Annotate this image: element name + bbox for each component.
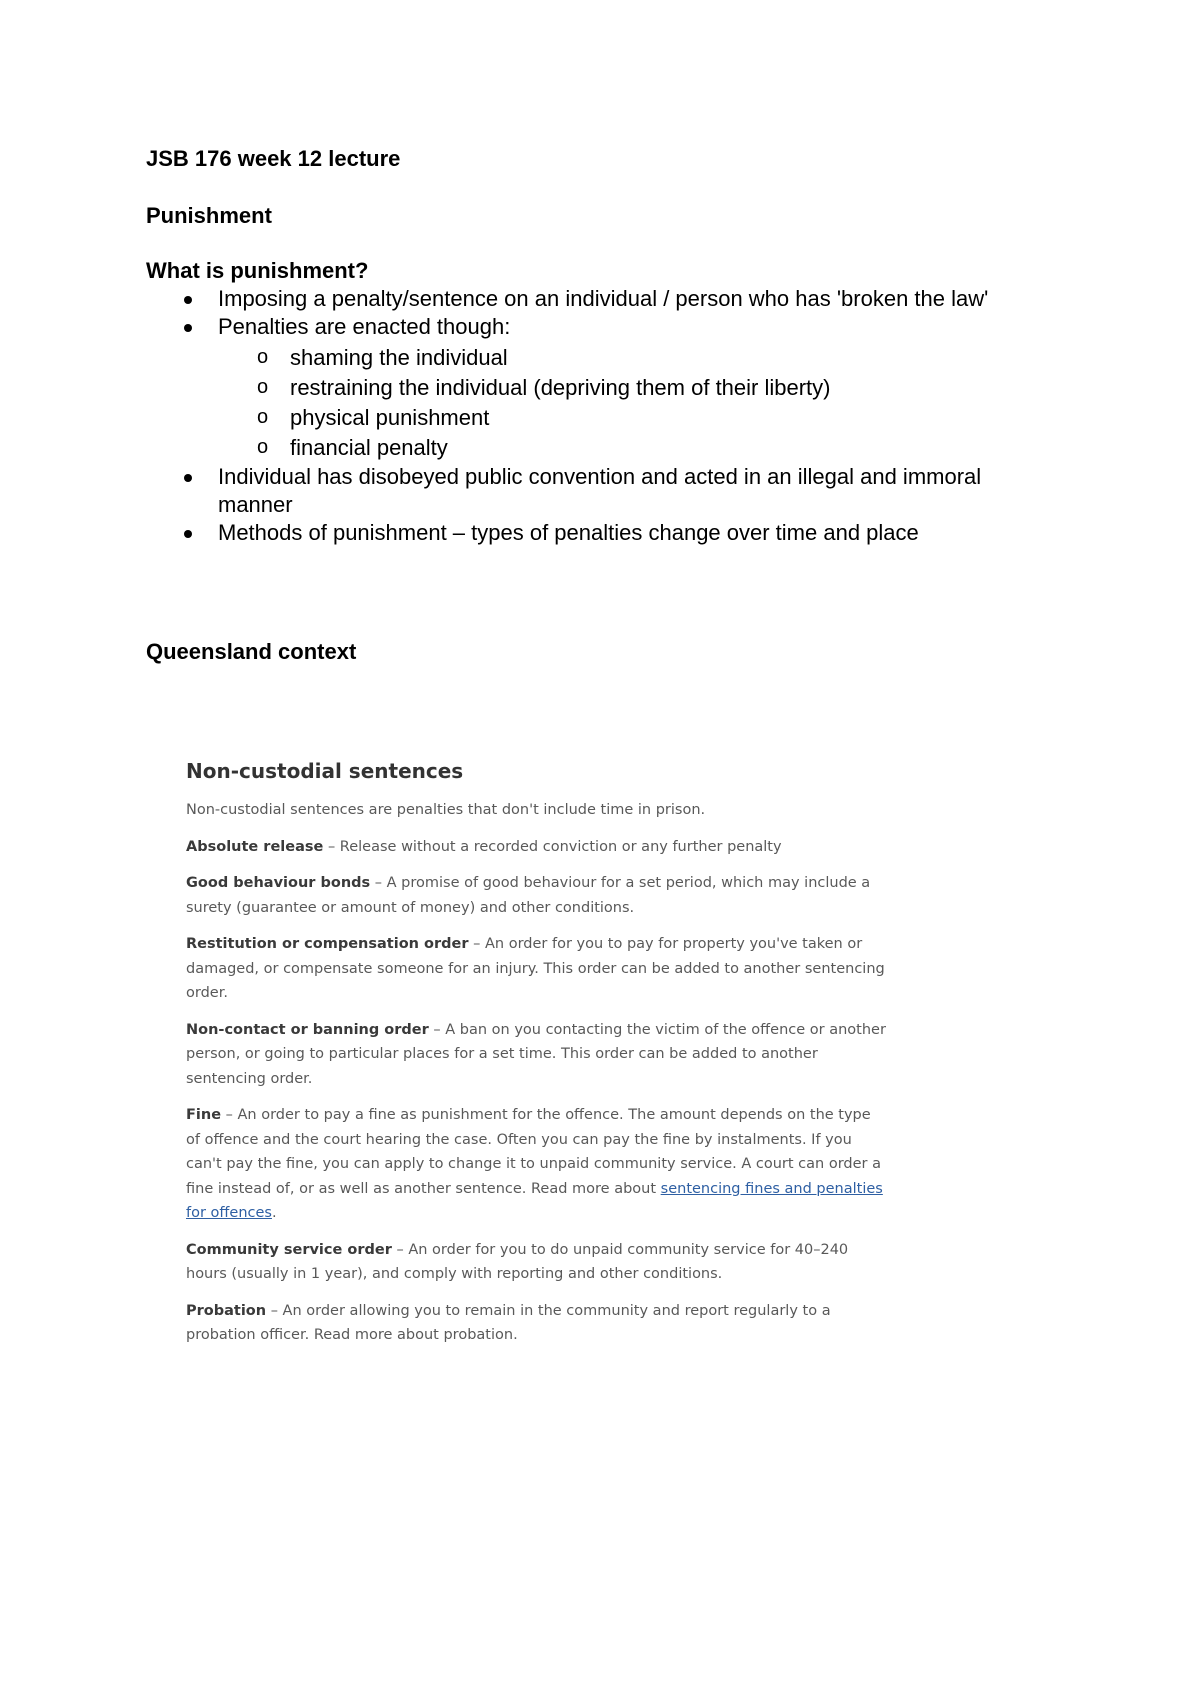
bullet-item <box>146 463 1046 519</box>
sentence-term: Fine <box>186 1107 222 1123</box>
bullet-text: Imposing a penalty/sentence on an individual / person who has 'broken the law' <box>218 286 989 311</box>
heading-what-is-punishment: What is punishment? <box>146 258 369 283</box>
heading-queensland-context: Queensland context <box>146 639 357 664</box>
sentencing-fines-link[interactable]: sentencing fines and penalties for offences <box>186 1180 883 1221</box>
sentence-type-item <box>186 1299 886 1348</box>
sentence-description: – An order for you to do unpaid community service for 40–240 hours (usually in 1 year), and comply with reporting and other conditions. <box>186 1241 849 1282</box>
embed-intro: Non-custodial sentences are penalties that don't include time in prison. <box>186 802 706 818</box>
sentence-term: Community service order <box>186 1241 392 1258</box>
sentence-description: – An order to pay a fine as punishment for the offence. The amount depends on the type of offence and the court hearing the case. Often you can pay the fine by instalments. If you can't pay the fine, you can apply to change it to unpaid community service. A court can order a fine instead of, or as well as another sentence. Read more about <box>186 1107 882 1197</box>
sentence-description: – A ban on you contacting the victim of the offence or another person, or going to particular places for a set time. This order can be added to another sentencing order. <box>186 1021 886 1087</box>
sub-bullet-item: o financial penalty <box>218 433 1046 463</box>
punishment-bullet-list <box>146 285 1046 547</box>
embed-title: Non-custodial sentences <box>186 759 464 783</box>
bullet-item <box>146 519 1046 547</box>
sub-bullet-item: o restraining the individual (depriving them of their liberty) <box>218 373 1046 403</box>
penalty-methods-sublist <box>218 343 1046 463</box>
embedded-screenshot-non-custodial-sentences <box>186 758 886 1360</box>
sentence-term: Non-contact or banning order <box>186 1021 429 1038</box>
sentence-type-item <box>186 1238 886 1287</box>
sentence-term: Restitution or compensation order <box>186 936 469 952</box>
bullet-text: Penalties are enacted though: <box>218 314 511 339</box>
sentence-type-item <box>186 835 886 860</box>
sentence-description: – An order for you to pay for property you've taken or damaged, or compensate someone for an injury. This order can be added to another sentencing order. <box>186 936 885 1001</box>
sentence-type-item <box>186 1018 886 1092</box>
sub-bullet-item: o physical punishment <box>218 403 1046 433</box>
sentence-term: Good behaviour bonds <box>186 875 371 891</box>
sentence-description: – A promise of good behaviour for a set period, which may include a surety (guarantee or amount of money) and other conditions. <box>186 875 871 916</box>
sentence-type-item <box>186 932 886 1006</box>
bullet-text: Individual has disobeyed public convention and acted in an illegal and immoral manner <box>218 464 982 517</box>
document-title: JSB 176 week 12 lecture <box>146 146 401 171</box>
sentence-description-end: . <box>271 1205 277 1221</box>
bullet-text: Methods of punishment – types of penalties change over time and place <box>218 520 919 545</box>
sentence-description: – Release without a recorded conviction or any further penalty <box>323 838 782 855</box>
heading-punishment: Punishment <box>146 203 272 228</box>
bullet-item <box>146 285 1046 313</box>
sub-bullet-item: o shaming the individual <box>218 343 1046 373</box>
sentence-type-item <box>186 871 886 920</box>
bullet-item <box>146 313 1046 463</box>
sentence-description: – An order allowing you to remain in the community and report regularly to a probation officer. Read more about probation. <box>186 1302 831 1343</box>
sentence-term: Absolute release <box>186 838 324 855</box>
sentence-term: Probation <box>186 1302 267 1319</box>
sentence-type-item <box>186 1103 886 1226</box>
